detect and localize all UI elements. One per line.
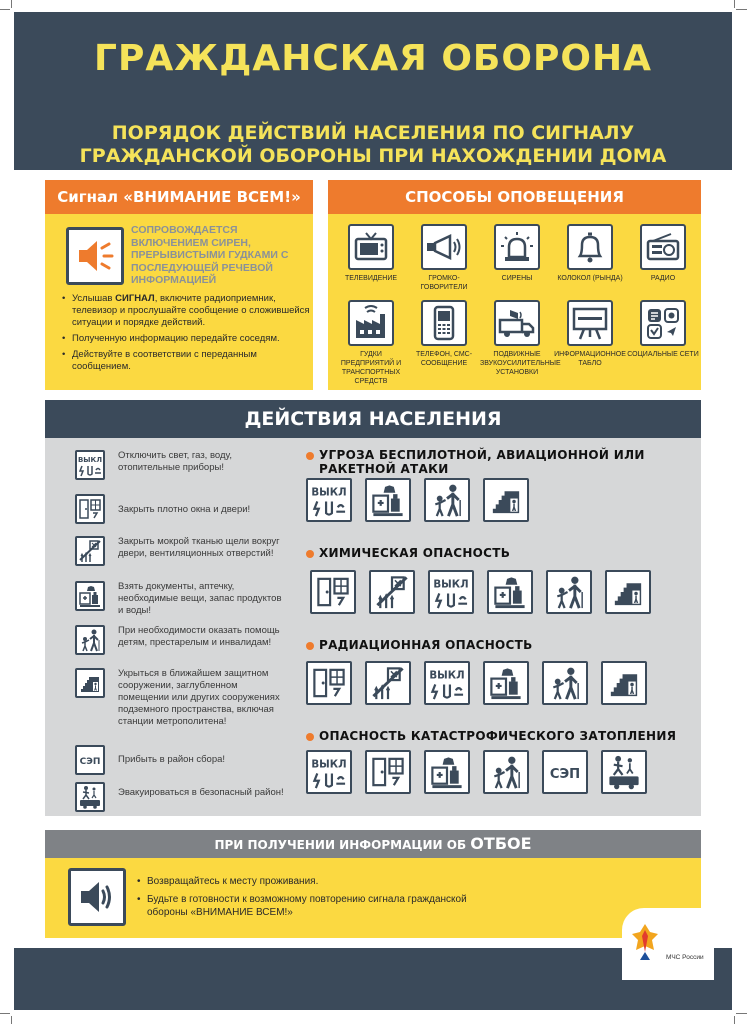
threat-title-radiation: РАДИАЦИОННАЯ ОПАСНОСТЬ: [306, 638, 696, 652]
method-bell: КОЛОКОЛ (РЫНДА): [553, 224, 627, 283]
page-title: ГРАЖДАНСКАЯ ОБОРОНА: [94, 38, 652, 79]
method-mobile-loudspeakers: ПОДВИЖНЫЕ ЗВУКОУСИЛИТЕЛЬНЫЕ УСТАНОВКИ: [480, 300, 554, 377]
emblem-badge: [622, 908, 714, 980]
list-item: • Действуйте в соответствии с переданным сообщением.: [60, 349, 310, 373]
method-factory-horns: ГУДКИ ПРЕДПРИЯТИЙ И ТРАНСПОРТНЫХ СРЕДСТВ: [334, 300, 408, 386]
svg-text:ВЫКЛ: ВЫКЛ: [429, 670, 465, 682]
help-people-icon: [546, 570, 592, 614]
signal-instructions: [60, 293, 310, 377]
method-social: СОЦИАЛЬНЫЕ СЕТИ: [626, 300, 700, 359]
svg-text:ВЫКЛ: ВЫКЛ: [77, 456, 103, 464]
method-sirens: СИРЕНЫ: [480, 224, 554, 283]
switch-off-icon: [306, 750, 352, 794]
actions-title: ДЕЙСТВИЯ НАСЕЛЕНИЯ: [45, 400, 701, 438]
subtitle-line: ПОРЯДОК ДЕЙСТВИЙ НАСЕЛЕНИЯ ПО СИГНАЛУ: [111, 122, 635, 144]
supplies-icon: [77, 583, 103, 609]
subtitle-line: ГРАЖДАНСКОЙ ОБОРОНЫ ПРИ НАХОЖДЕНИИ ДОМА: [79, 145, 667, 167]
supplies-icon: [365, 478, 411, 522]
crop-mark: [0, 1013, 10, 1014]
method-loudspeakers: ГРОМКО-ГОВОРИТЕЛИ: [407, 224, 481, 292]
switch-off-icon: [424, 661, 470, 705]
help-people-icon: [542, 661, 588, 705]
help-people-icon: [424, 478, 470, 522]
method-radio: РАДИО: [626, 224, 700, 283]
all-clear-instructions: [135, 875, 495, 924]
crop-mark: [736, 1013, 747, 1014]
social-networks-icon: [643, 304, 683, 342]
assembly-point-icon: [77, 747, 103, 773]
phone-icon: [424, 304, 464, 342]
crop-mark: [0, 9, 10, 10]
seal-gaps-icon: [77, 538, 103, 564]
info-board-icon: [570, 304, 610, 342]
seal-gaps-icon: [365, 661, 411, 705]
close-doors-icon: [306, 661, 352, 705]
crop-mark: [734, 0, 735, 8]
crop-mark: [11, 0, 12, 8]
svg-text:ВЫКЛ: ВЫКЛ: [433, 579, 469, 591]
page-subtitle: [14, 122, 732, 168]
supplies-icon: [424, 750, 470, 794]
assembly-point-icon: [542, 750, 588, 794]
header-banner: [14, 12, 732, 170]
close-doors-icon: [310, 570, 356, 614]
loudspeaker-icon: [424, 229, 464, 265]
svg-text:ВЫКЛ: ВЫКЛ: [311, 487, 347, 499]
switch-off-icon: [428, 570, 474, 614]
method-info-board: ИНФОРМАЦИОННОЕ ТАБЛО: [553, 300, 627, 368]
method-tv: ТЕЛЕВИДЕНИЕ: [334, 224, 408, 283]
shelter-icon: [605, 570, 651, 614]
bell-icon: [570, 229, 610, 265]
svg-text:СЭП: СЭП: [79, 757, 101, 767]
supplies-icon: [487, 570, 533, 614]
crop-mark: [11, 1016, 12, 1024]
loudspeaker-vehicle-icon: [496, 304, 538, 342]
close-doors-icon: [77, 496, 103, 522]
list-item: • Услышав СИГНАЛ, включите радиоприемник, телевизор и прослушайте сообщение о сложившейся ситуации и порядке действий.: [60, 293, 310, 329]
switch-off-icon: [77, 452, 103, 478]
factory-horn-icon: [351, 304, 391, 342]
threat-title-attack: УГРОЗА БЕСПИЛОТНОЙ, АВИАЦИОННОЙ ИЛИ РАКЕТНОЙ АТАКИ: [306, 448, 696, 476]
signal-description: СОПРОВОЖДАЕТСЯ ВКЛЮЧЕНИЕМ СИРЕН, ПРЕРЫВИСТЫМИ ГУДКАМИ С ПОСЛЕДУЮЩЕЙ РЕЧЕВОЙ ИНФОРМАЦИЕЙ: [131, 224, 289, 286]
evacuate-icon: [77, 784, 103, 810]
crop-mark: [736, 9, 747, 10]
list-item: • Будьте в готовности к возможному повторению сигнала гражданской обороны «ВНИМАНИЕ ВСЕМ!»: [135, 893, 495, 919]
switch-off-icon: [306, 478, 352, 522]
list-item: • Полученную информацию передайте соседям.: [60, 333, 310, 345]
list-item: • Возвращайтесь к месту проживания.: [135, 875, 495, 888]
evacuate-icon: [601, 750, 647, 794]
speaker-icon: [68, 868, 126, 926]
supplies-icon: [483, 661, 529, 705]
mchs-emblem-icon: [630, 922, 660, 962]
siren-icon: [497, 229, 537, 265]
shelter-icon: [483, 478, 529, 522]
help-people-icon: [77, 627, 103, 653]
methods-title: СПОСОБЫ ОПОВЕЩЕНИЯ: [328, 180, 701, 214]
svg-text:ВЫКЛ: ВЫКЛ: [311, 759, 347, 771]
tv-icon: [352, 229, 390, 265]
crop-mark: [734, 1016, 735, 1024]
speaker-icon: [66, 227, 124, 285]
emblem-label: МЧС России: [666, 954, 704, 961]
help-people-icon: [483, 750, 529, 794]
threat-title-chemical: ХИМИЧЕСКАЯ ОПАСНОСТЬ: [306, 546, 696, 560]
threat-title-flood: ОПАСНОСТЬ КАТАСТРОФИЧЕСКОГО ЗАТОПЛЕНИЯ: [306, 729, 706, 743]
signal-title: Сигнал «ВНИМАНИЕ ВСЕМ!»: [45, 180, 313, 214]
close-doors-icon: [365, 750, 411, 794]
radio-icon: [643, 229, 683, 265]
method-phone: ТЕЛЕФОН, СМС-СООБЩЕНИЕ: [407, 300, 481, 368]
seal-gaps-icon: [369, 570, 415, 614]
shelter-icon: [77, 670, 103, 696]
shelter-icon: [601, 661, 647, 705]
all-clear-title: ПРИ ПОЛУЧЕНИИ ИНФОРМАЦИИ ОБ ОТБОЕ: [45, 830, 701, 858]
svg-text:СЭП: СЭП: [549, 766, 581, 782]
